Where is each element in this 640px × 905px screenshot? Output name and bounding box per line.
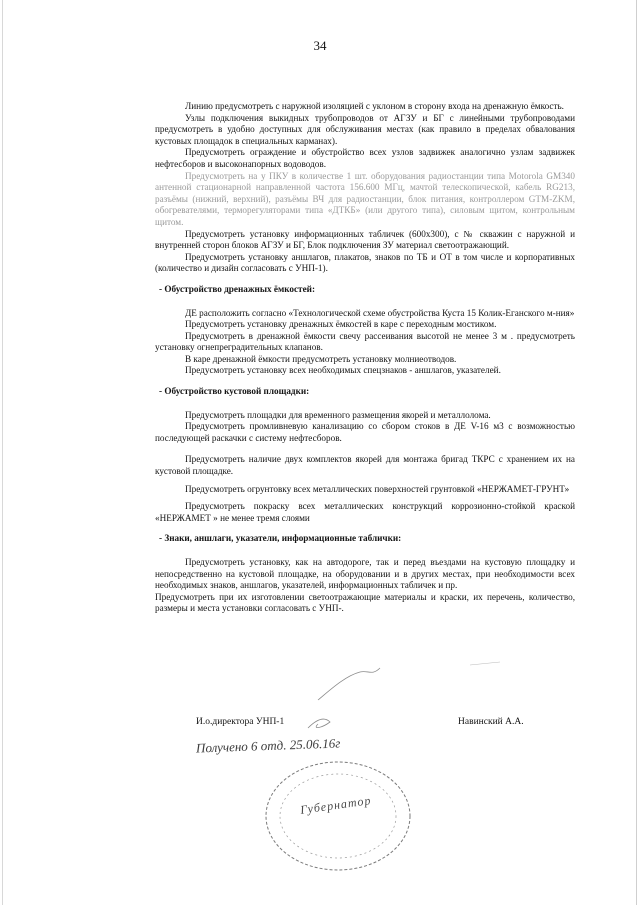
paragraph: Предусмотреть ограждение и обустройство всех узлов задвижек аналогично узлам задвижек нефтесборов и высоконапорных водоводов.: [155, 147, 575, 169]
paragraph: Предусмотреть промливневую канализацию со сбором стоков в ДЕ V-16 м3 с возможностью последующей раскачки с систему нефтесборов.: [155, 421, 575, 443]
paragraph: В каре дренажной ёмкости предусмотреть установку молниеотводов.: [185, 353, 457, 364]
paragraph: Предусмотреть покраску всех металлических конструкций коррозионно-стойкой краской «НЕРЖАМЕТ » не менее тремя слоями: [155, 501, 575, 523]
paragraph: Предусмотреть в дренажной ёмкости свечу рассеивания высотой не менее 3 м . предусмотреть установку огнепреградительных клапанов.: [155, 330, 575, 353]
section-heading-well-pad: - Обустройство кустовой площадки:: [159, 386, 310, 397]
stamp-label: Губернатор: [299, 793, 373, 817]
paragraph: Линию предусмотреть с наружной изоляцией с уклоном в сторону входа на дренажную ёмкость.: [185, 101, 564, 111]
section-heading-drain-tanks: - Обустройство дренажных ёмкостей:: [159, 283, 316, 294]
signatory-position: И.о.директора УНП-1: [196, 717, 285, 727]
paragraph-faint: Предусмотреть на у ПКУ в количестве 1 шт. оборудования радиостанции типа Motorola GM340 антенной стационарной направленной частота 156.600 МГц, мачтой телескопической, кабель RG213, разъёмы (нижний, верхний), разъёмы ВЧ для радиостанции, блок питания, контроллером GTM-ZKM, обогревателями, терморегуляторами типа «ДТКБ» (или другого типа), силовым щитом, контрольным щитом.: [155, 170, 575, 227]
signatory-name: Навинский А.А.: [458, 717, 524, 727]
paragraph: Предусмотреть установку всех необходимых спецзнаков - аншлагов, указателей.: [185, 365, 501, 376]
section-heading-signs: - Знаки, аншлаги, указатели, информационные таблички:: [159, 533, 402, 544]
stamp-icon: [262, 758, 414, 876]
page-number: 34: [313, 38, 327, 53]
paragraph: Предусмотреть наличие двух комплектов якорей для монтажа бригад ТКРС с хранением их на кустовой площадке.: [155, 454, 575, 477]
paragraph: Предусмотреть при их изготовлении светоотражающие материалы и краски, их перечень, количество, размеры и места установки согласовать с УНП-.: [155, 591, 575, 614]
paragraph: Предусмотреть установку информационных табличек (600х300), с № скважин с наружной и внутренней сторон блоков АГЗУ и БГ, Блок подключения ЗУ материал светоотражающий.: [155, 228, 575, 251]
received-note: Получено 6 отд. 25.06.16г: [195, 735, 341, 756]
paragraph: ДЕ расположить согласно «Технологической схеме обустройства Куста 15 Колик-Еганского м-ния»: [185, 307, 575, 318]
paragraph: Предусмотреть площадки для временного размещения якорей и металлолома.: [185, 409, 491, 420]
paragraph: Предусмотреть установку дренажных ёмкостей в каре с переходным мостиком.: [185, 319, 497, 330]
paragraph: Предусмотреть огрунтовку всех металлических поверхностей грунтовкой «НЕРЖАМЕТ-ГРУНТ»: [185, 483, 570, 494]
paragraph: Узлы подключения выкидных трубопроводов от АГЗУ и БГ с линейными трубопроводами предусмотреть в удобно доступных для обслуживания местах (как правило в пределах обвалования кустовых площадок в специальных карманах).: [155, 112, 575, 146]
paragraph: Предусмотреть установку, как на автодороге, так и перед въездами на кустовую площадку и непосредственно на кустовой площадке, на оборудовании и в других местах, при необходимости всех необходимых знаков, аншлагов, указателей, информационных табличек и пр.: [155, 557, 575, 591]
paragraph: Предусмотреть установку аншлагов, плакатов, знаков по ТБ и ОТ в том числе и корпоративных (количество и дизайн согласовать с УНП-1).: [155, 251, 575, 274]
